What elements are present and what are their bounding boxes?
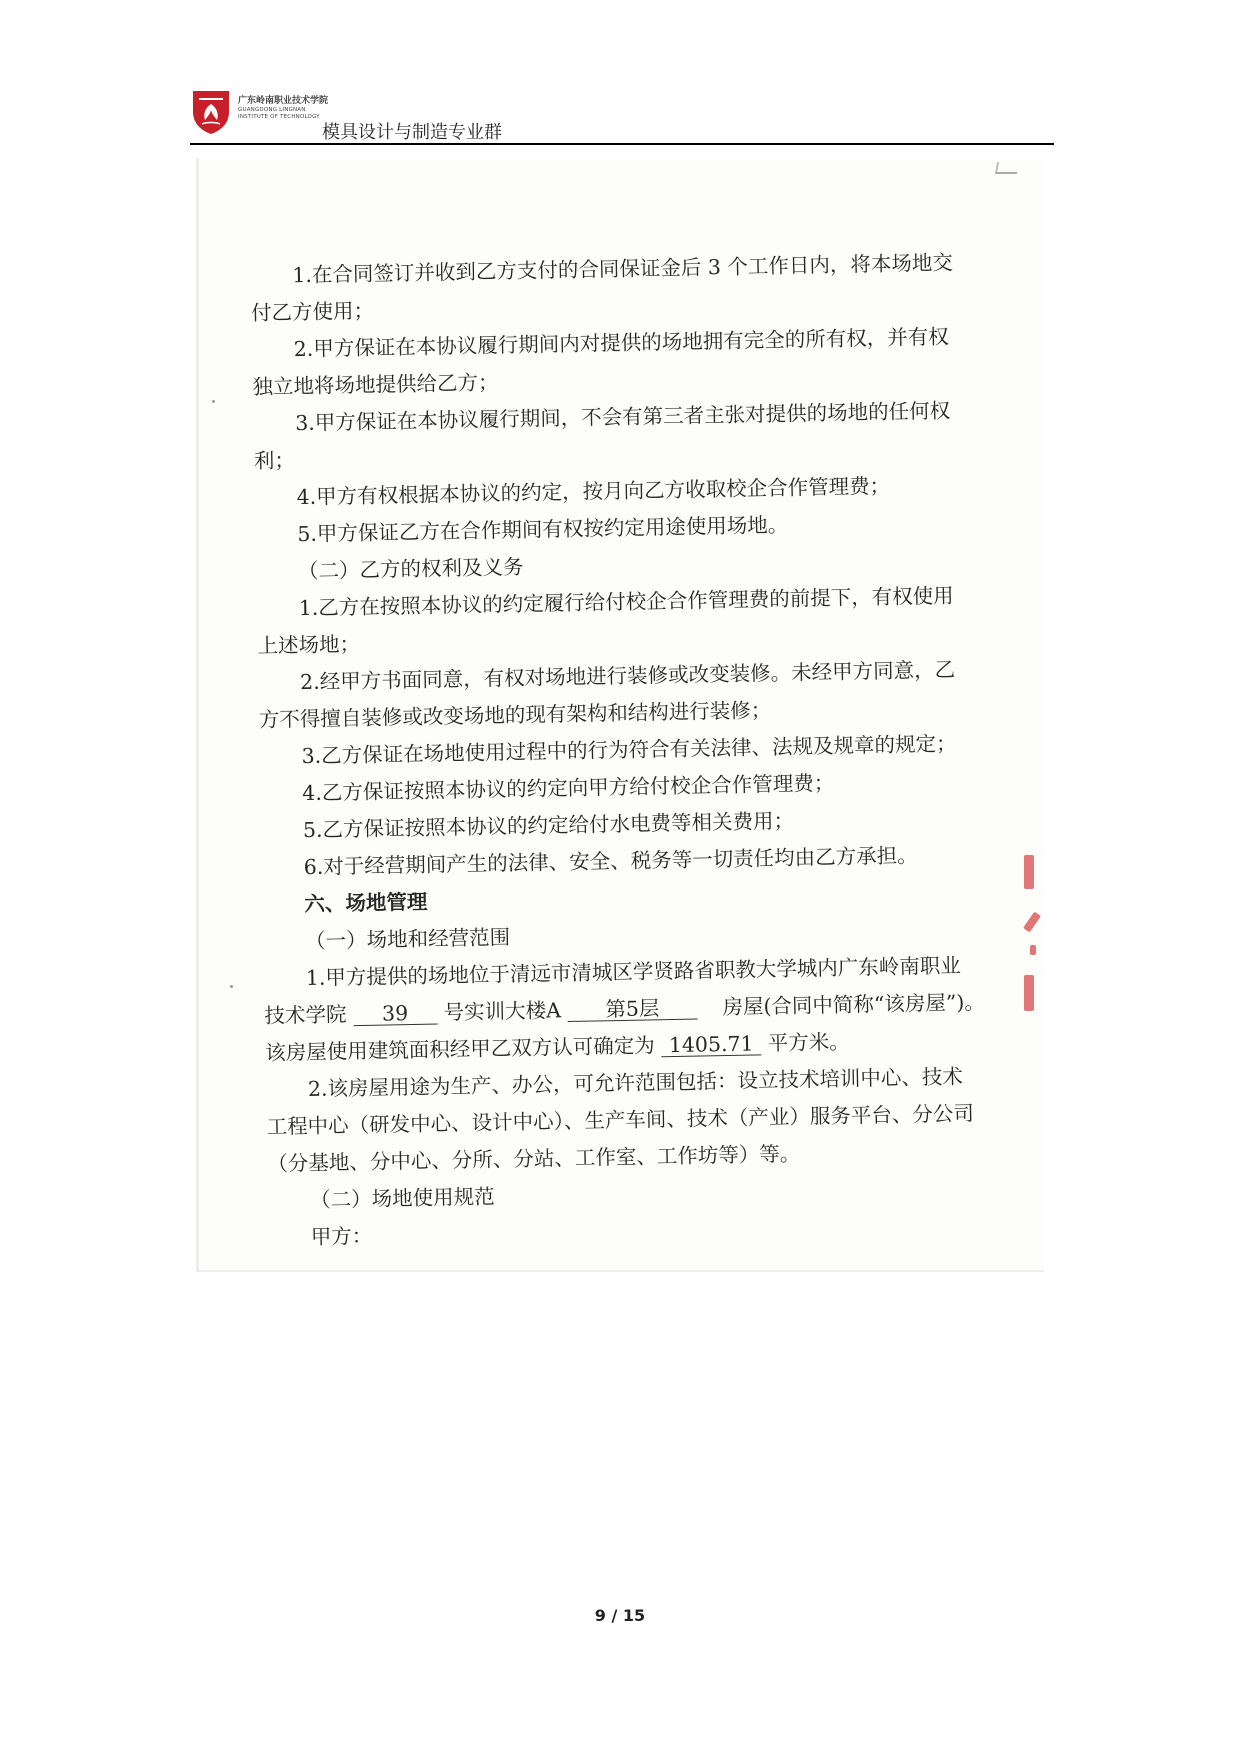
body-line: 6.对于经营期间产生的法律、安全、税务等一切责任均由乙方承担。	[303, 843, 918, 880]
institution-logo-icon	[190, 88, 232, 136]
building-number-field: 39	[353, 1002, 437, 1027]
scan-speck	[230, 985, 233, 988]
text-fragment: 号实训大楼A	[443, 998, 562, 1025]
scan-speck	[212, 400, 215, 403]
body-line: 2.该房屋用途为生产、办公，可允许范围包括：设立技术培训中心、技术	[307, 1064, 964, 1102]
header-divider	[190, 143, 1054, 145]
body-line: 2.甲方保证在本协议履行期间内对提供的场地拥有完全的所有权，并有权	[293, 324, 949, 362]
seal-fragment	[1024, 975, 1034, 1011]
header-subtitle: 模具设计与制造专业群	[322, 122, 502, 143]
institution-name	[238, 96, 328, 121]
scan-bottom-edge	[196, 1270, 1044, 1272]
body-line: 1.甲方提供的场地位于清远市清城区学贤路省职教大学城内广东岭南职业	[305, 953, 962, 991]
scan-corner-mark	[995, 162, 1019, 174]
scan-left-edge	[196, 158, 199, 1272]
body-line: 3.甲方保证在本协议履行期间，不会有第三者主张对提供的场地的任何权	[294, 398, 951, 436]
body-line: 独立地将场地提供给乙方；	[252, 370, 499, 399]
body-line: 付乙方使用；	[250, 298, 375, 325]
body-line: 1.乙方在按照本协议的约定履行给付校企合作管理费的前提下，有权使用	[298, 583, 954, 621]
body-line: 5.乙方保证按照本协议的约定给付水电费等相关费用；	[302, 808, 795, 843]
text-fragment: 平方米。	[767, 1029, 850, 1056]
institution-name-en-2: INSTITUTE OF TECHNOLOGY	[238, 114, 320, 120]
body-subheading: （二）乙方的权利及义务	[297, 554, 524, 584]
body-line: 2.经甲方书面同意，有权对场地进行装修或改变装修。未经甲方同意，乙	[299, 657, 956, 695]
subsection-heading: （一）场地和经营范围	[304, 925, 511, 954]
seal-fragment	[1030, 945, 1036, 955]
body-line: 利；	[253, 448, 296, 473]
subsection-heading: （二）场地使用规范	[309, 1184, 495, 1213]
body-line: 4.甲方有权根据本协议的约定，按月向乙方收取校企合作管理费；	[296, 473, 891, 510]
floor-field: 第5层	[567, 997, 697, 1022]
text-fragment: 该房屋使用建筑面积经甲乙双方认可确定为	[265, 1033, 655, 1065]
body-line: 3.乙方保证在场地使用过程中的行为符合有关法律、法规及规章的规定；	[301, 731, 957, 769]
body-line: 工程中心（研发中心、设计中心）、生产车间、技术（产业）服务平台、分公司	[266, 1101, 975, 1139]
text-fragment: 技术学院	[264, 1002, 347, 1028]
seal-fragment	[1024, 855, 1034, 889]
body-line: 上述场地；	[257, 631, 361, 658]
body-line: （分基地、分中心、分所、分站、工作室、工作坊等）等。	[267, 1141, 801, 1176]
body-line: 方不得擅自装修或改变场地的现有架构和结构进行装修；	[258, 698, 772, 732]
page-header	[0, 0, 1240, 150]
section-heading: 六、场地管理	[304, 889, 428, 917]
area-field: 1405.71	[661, 1032, 761, 1057]
text-fragment: 房屋(合同中简称“该房屋”)。	[722, 990, 986, 1020]
page-number: 9 / 15	[594, 1606, 646, 1625]
institution-name-en-1: GUANGDONG LINGNAN	[238, 107, 306, 113]
party-a-label: 甲方：	[310, 1223, 373, 1250]
body-line: 1.在合同签订并收到乙方支付的合同保证金后 3 个工作日内，将本场地交	[292, 250, 954, 288]
institution-name-cn: 广东岭南职业技术学院	[238, 96, 329, 106]
body-line: 4.乙方保证按照本协议的约定向甲方给付校企合作管理费；	[302, 770, 835, 806]
document-body	[250, 244, 1009, 1257]
body-line: 5.甲方保证乙方在合作期间有权按约定用途使用场地。	[297, 512, 789, 547]
